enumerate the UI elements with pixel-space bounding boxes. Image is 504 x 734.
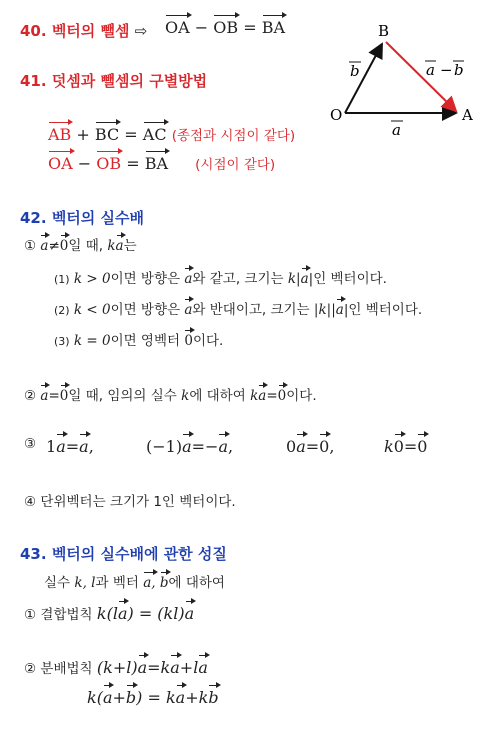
coef: k bbox=[384, 437, 394, 456]
circled-number: ② bbox=[24, 388, 37, 404]
equals-sign: = bbox=[65, 437, 80, 456]
point-O-label: O bbox=[330, 106, 343, 124]
section-title: 벡터의 실수배에 관한 성질 bbox=[51, 545, 227, 563]
equals-sign: = bbox=[126, 154, 140, 173]
text: 일 때, 임의의 실수 bbox=[68, 388, 177, 404]
section-41-heading bbox=[20, 70, 207, 91]
scalar-k: k bbox=[107, 238, 116, 254]
section-41-line2 bbox=[48, 150, 275, 173]
vector-a: a bbox=[336, 298, 344, 318]
section-43-intro bbox=[44, 571, 225, 591]
note-text: (시점이 같다) bbox=[195, 157, 276, 173]
eq-k0 bbox=[384, 433, 427, 456]
zero-vector: 0 bbox=[319, 433, 329, 456]
vector-b: b bbox=[160, 571, 169, 591]
comma: , bbox=[227, 437, 234, 456]
expr: + bbox=[112, 688, 126, 707]
section-40-formula bbox=[165, 14, 285, 37]
zero-vector: 0 bbox=[278, 384, 287, 404]
label-minus: − bbox=[440, 61, 453, 79]
vector-a: a bbox=[296, 433, 306, 456]
point-B-label: B bbox=[378, 22, 390, 40]
scalar-k: k bbox=[250, 388, 259, 404]
vector-a: a bbox=[258, 384, 266, 404]
equals-sign: = bbox=[124, 125, 138, 144]
condition: k = 0 bbox=[73, 333, 111, 349]
text: 실수 bbox=[44, 575, 71, 591]
section-42-heading bbox=[20, 207, 144, 228]
label-b: b bbox=[350, 62, 360, 80]
vector-BA: BA bbox=[145, 150, 168, 173]
vector-a: a bbox=[198, 654, 208, 677]
label-a-minus-b-b: b bbox=[454, 61, 464, 79]
condition: k < 0 bbox=[73, 302, 111, 318]
right-arrow-icon: ⇨ bbox=[134, 22, 148, 40]
section-number: 43. bbox=[20, 545, 47, 563]
section-number: 41. bbox=[20, 72, 47, 90]
vector-a: a bbox=[182, 433, 192, 456]
section-41-line1 bbox=[48, 121, 295, 144]
vector-a: a bbox=[103, 684, 113, 707]
vector-a: a bbox=[176, 684, 186, 707]
coef: 1 bbox=[46, 437, 57, 456]
item-42-3 bbox=[24, 436, 36, 452]
section-title: 벡터의 뺄셈 bbox=[51, 22, 130, 40]
eq-1a bbox=[46, 433, 94, 456]
vector-a: a bbox=[56, 433, 66, 456]
item-42-1-sub2 bbox=[54, 298, 422, 318]
vector-OB: OB bbox=[96, 150, 121, 173]
vector-a: a bbox=[118, 600, 128, 623]
vector-a: a bbox=[301, 267, 309, 287]
vector-b: b bbox=[208, 684, 218, 707]
zero-vector: 0 bbox=[60, 384, 69, 404]
section-40-heading bbox=[20, 20, 147, 41]
expr: +k bbox=[185, 688, 209, 707]
scalar-k: k, bbox=[74, 575, 87, 591]
text: |인 벡터이다. bbox=[343, 302, 423, 318]
zero-vector: 0 bbox=[184, 329, 193, 349]
label-a-minus-b-a: a bbox=[426, 61, 435, 79]
point-A-label: A bbox=[462, 106, 473, 124]
item-43-2 bbox=[24, 654, 208, 677]
magnitude: k| bbox=[287, 271, 301, 287]
vector-a: a bbox=[40, 384, 48, 404]
item-43-1 bbox=[24, 600, 194, 623]
minus-sign: − bbox=[77, 154, 92, 173]
text: 과 벡터 bbox=[95, 575, 139, 591]
not-equal: ≠ bbox=[48, 238, 60, 254]
vector-a: a, bbox=[143, 571, 155, 591]
vector-triangle-diagram bbox=[330, 18, 490, 143]
equals-sign: =− bbox=[191, 437, 219, 456]
law-name: 분배법칙 bbox=[40, 661, 93, 677]
vector-a: a bbox=[185, 600, 195, 623]
vector-BA: BA bbox=[262, 14, 285, 37]
vector-OB: OB bbox=[213, 14, 238, 37]
expr: (k+l) bbox=[96, 658, 138, 677]
zero-vector: 0 bbox=[60, 234, 69, 254]
plus-sign: + bbox=[76, 125, 90, 144]
item-42-2 bbox=[24, 384, 317, 404]
text: 에 대하여 bbox=[168, 575, 225, 591]
vector-OA: OA bbox=[48, 150, 73, 173]
condition: k > 0 bbox=[73, 271, 111, 287]
text: 이다. bbox=[286, 388, 317, 404]
sub-number: (2) bbox=[54, 304, 70, 317]
section-43-heading bbox=[20, 543, 227, 564]
equals-sign: = bbox=[305, 437, 320, 456]
vector-AB: AB bbox=[48, 121, 71, 144]
circled-number: ④ bbox=[24, 494, 37, 510]
vector-a: a bbox=[184, 298, 192, 318]
vector-a: a bbox=[184, 267, 192, 287]
eq-0a bbox=[286, 433, 334, 456]
text: 와 반대이고, 크기는 bbox=[192, 302, 310, 318]
text: |인 벡터이다. bbox=[308, 271, 387, 287]
circled-number: ① bbox=[24, 607, 37, 623]
vector-a: a bbox=[170, 654, 180, 677]
comma: , bbox=[88, 437, 94, 456]
equals-sign: = bbox=[48, 388, 60, 404]
vector-a: a bbox=[79, 433, 89, 456]
text: 이다. bbox=[192, 333, 224, 349]
equals-sign: = bbox=[243, 18, 257, 37]
magnitude: |k|| bbox=[313, 302, 336, 318]
zero-vector: 0 bbox=[417, 433, 427, 456]
vector-BC: BC bbox=[95, 121, 119, 144]
text: 와 같고, 크기는 bbox=[192, 271, 284, 287]
vector-a: a bbox=[218, 433, 228, 456]
item-42-1 bbox=[24, 234, 137, 254]
vector-OA: OA bbox=[165, 14, 190, 37]
minus-sign: − bbox=[194, 18, 209, 37]
item-42-1-sub3 bbox=[54, 329, 223, 349]
item-42-1-sub1 bbox=[54, 267, 387, 287]
item-43-2-line2 bbox=[87, 684, 219, 707]
equals-sign: = bbox=[266, 388, 278, 404]
equals-sign: = bbox=[403, 437, 418, 456]
coef: (−1) bbox=[146, 437, 183, 456]
coef: 0 bbox=[286, 437, 297, 456]
text: 에 대하여 bbox=[189, 388, 246, 404]
vector-a: a bbox=[138, 654, 148, 677]
expr: =k bbox=[147, 658, 171, 677]
label-a: a bbox=[392, 121, 401, 139]
eq-neg1a bbox=[146, 433, 233, 456]
text: 는 bbox=[123, 238, 137, 254]
text: 이면 방향은 bbox=[110, 271, 181, 287]
section-number: 40. bbox=[20, 22, 47, 40]
circled-number: ② bbox=[24, 661, 37, 677]
circled-number: ③ bbox=[24, 436, 37, 452]
vector-a: a bbox=[116, 234, 124, 254]
vector-b: b bbox=[126, 684, 136, 707]
sub-number: (1) bbox=[54, 273, 70, 286]
text: 단위벡터는 크기가 1인 벡터이다. bbox=[40, 494, 236, 510]
section-number: 42. bbox=[20, 209, 47, 227]
item-42-4 bbox=[24, 490, 236, 510]
text: 이면 영벡터 bbox=[110, 333, 181, 349]
expr: +l bbox=[179, 658, 199, 677]
comma: , bbox=[329, 437, 335, 456]
section-title: 벡터의 실수배 bbox=[51, 209, 144, 227]
zero-vector: 0 bbox=[394, 433, 404, 456]
expr: k( bbox=[87, 688, 103, 707]
text: 일 때, bbox=[68, 238, 104, 254]
circled-number: ① bbox=[24, 238, 37, 254]
scalar-k: k bbox=[181, 388, 190, 404]
expr: k(l bbox=[96, 604, 118, 623]
section-title: 덧셈과 뺄셈의 구별방법 bbox=[51, 72, 208, 90]
vector-a: a bbox=[40, 234, 48, 254]
vector-AC: AC bbox=[143, 121, 167, 144]
note-text: (종점과 시점이 같다) bbox=[171, 128, 296, 144]
expr: ) = (kl) bbox=[127, 604, 185, 623]
expr: ) = k bbox=[136, 688, 176, 707]
text: 이면 방향은 bbox=[110, 302, 181, 318]
sub-number: (3) bbox=[54, 335, 70, 348]
law-name: 결합법칙 bbox=[40, 607, 93, 623]
scalar-l: l bbox=[91, 575, 96, 591]
